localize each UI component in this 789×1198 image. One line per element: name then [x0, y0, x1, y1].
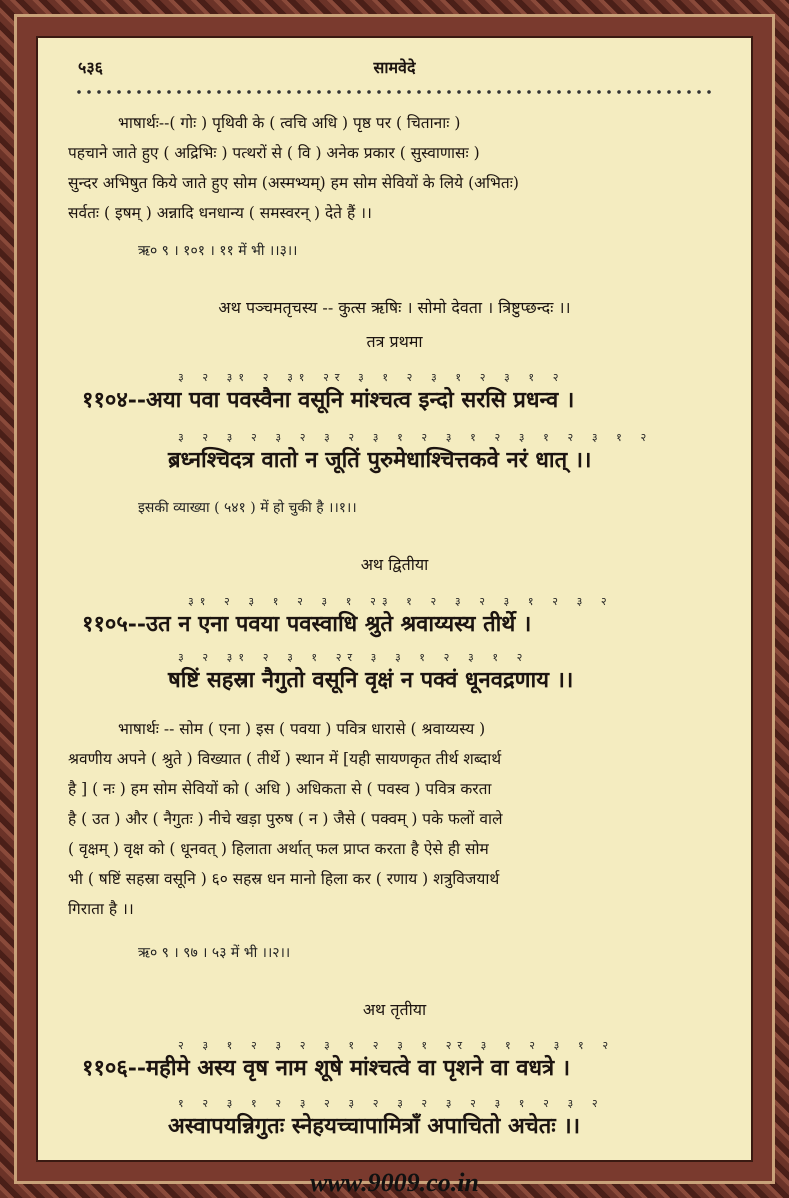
- accent-marks: ३१ २ ३ १ २ ३ १ २३ १ २ ३ २ ३ १ २ ३ २: [188, 595, 613, 608]
- accent-marks: ३ २ ३ २ ३ २ ३ २ ३ १ २ ३ १ २ ३ १ २ ३ १ २: [178, 431, 653, 444]
- para1-line: पहचाने जाते हुए ( अद्रिभिः ) पत्थरों से ( वि ) अनेक प्रकार ( सुस्वाणासः ): [68, 144, 480, 162]
- reference-1: ऋ० ९ । १०१ । ११ में भी ।।३।।: [138, 243, 298, 259]
- para2-line: गिराता है ।।: [68, 900, 134, 918]
- para1-line: भाषार्थः--( गोः ) पृथिवी के ( त्वचि अधि ) पृष्ठ पर ( चितानाः ): [118, 114, 461, 132]
- para2-line: भी ( षष्टिं सहस्रा वसूनि ) ६० सहस्र धन मानो हिला कर ( रणाय ) शत्रुविजयार्थ: [68, 870, 500, 888]
- accent-marks: ३ २ ३१ २ ३१ २र ३ १ २ ३ १ २ ३ १ २: [178, 371, 565, 384]
- second-heading: अथ द्वितीया: [360, 555, 429, 574]
- first-heading: तत्र प्रथमा: [366, 332, 423, 351]
- meaning-paragraph-2-cont: [68, 744, 721, 924]
- dotted-rule: [74, 88, 715, 96]
- meaning-paragraph-1-cont: [68, 138, 721, 228]
- page-title: सामवेदे: [373, 58, 416, 77]
- verse-1104-line1: ११०४--अया पवा पवस्वैना वसूनि मांश्चत्व इन्दो सरसि प्रधन्व ।: [82, 387, 575, 413]
- verse-1104-line2: ब्रध्नश्चिदत्र वातो न जूतिं पुरुमेधाश्चित्तकवे नरं धात् ।।: [168, 447, 592, 473]
- verse-1105-line2: षष्टिं सहस्रा नैगुतो वसूनि वृक्षं न पक्वं धूनवद्रणाय ।।: [168, 667, 574, 693]
- para2-line: श्रवणीय अपने ( श्रुते ) विख्यात ( तीर्थे ) स्थान में [यही सायणकृत तीर्थ शब्दार्थ: [68, 750, 502, 768]
- para2-line: है ] ( नः ) हम सोम सेवियों को ( अधि ) अधिकता से ( पवस्व ) पवित्र करता: [68, 780, 492, 798]
- para1-line: सर्वतः ( इषम् ) अन्नादि धनधान्य ( समस्वरन् ) देते हैं ।।: [68, 204, 372, 222]
- verse-1105-line1: ११०५--उत न एना पवया पवस्वाधि श्रुते श्रवाय्यस्य तीर्थे ।: [82, 611, 532, 637]
- accent-marks: १ २ ३ १ २ ३ २ ३ २ ३ २ ३ २ ३ १ २ ३ २: [178, 1097, 604, 1110]
- website-watermark: www.9009.co.in: [310, 1168, 479, 1197]
- reference-2: ऋ० ९ । ९७ । ५३ में भी ।।२।।: [138, 945, 291, 961]
- meaning-paragraph-1: [118, 108, 721, 138]
- meaning-paragraph-2: [118, 714, 721, 744]
- section-intro: अथ पञ्चमतृचस्य -- कुत्स ऋषिः । सोमो देवता । त्रिष्टुप्छन्दः ।।: [218, 298, 571, 317]
- accent-marks: ३ २ ३१ २ ३ १ २र ३ ३ १ २ ३ १ २: [178, 651, 529, 664]
- para2-line: ( वृक्षम् ) वृक्ष को ( धूनवत् ) हिलाता अर्थात् फल प्राप्त करता है ऐसे ही सोम: [68, 840, 489, 858]
- page-number: ५३६: [78, 58, 103, 77]
- verse-1106-line2: अस्वापयन्निगुतः स्नेहयच्चापामित्राँ अपाचितो अचेतः ।।: [168, 1113, 581, 1139]
- page-header: [78, 56, 711, 80]
- para1-line: सुन्दर अभिषुत किये जाते हुए सोम (अस्मभ्यम्) हम सोम सेवियों के लिये (अभितः): [68, 174, 519, 192]
- third-heading: अथ तृतीया: [362, 1000, 427, 1019]
- verse-1106-line1: ११०६--महीमे अस्य वृष नाम शूषे मांश्चत्वे वा पृशने वा वधत्रे ।: [82, 1055, 571, 1081]
- para2-line: भाषार्थः -- सोम ( एना ) इस ( पवया ) पवित्र धारासे ( श्रवाय्यस्य ): [118, 720, 486, 738]
- book-page: [36, 36, 753, 1162]
- accent-marks: २ ३ १ २ ३ २ ३ १ २ ३ १ २र ३ १ २ ३ १ २: [178, 1039, 615, 1052]
- explanation-note: इसकी व्याख्या ( ५४१ ) में हो चुकी है ।।१।।: [138, 500, 357, 516]
- para2-line: है ( उत ) और ( नैगुतः ) नीचे खड़ा पुरुष ( न ) जैसे ( पक्वम् ) पके फलों वाले: [68, 810, 503, 828]
